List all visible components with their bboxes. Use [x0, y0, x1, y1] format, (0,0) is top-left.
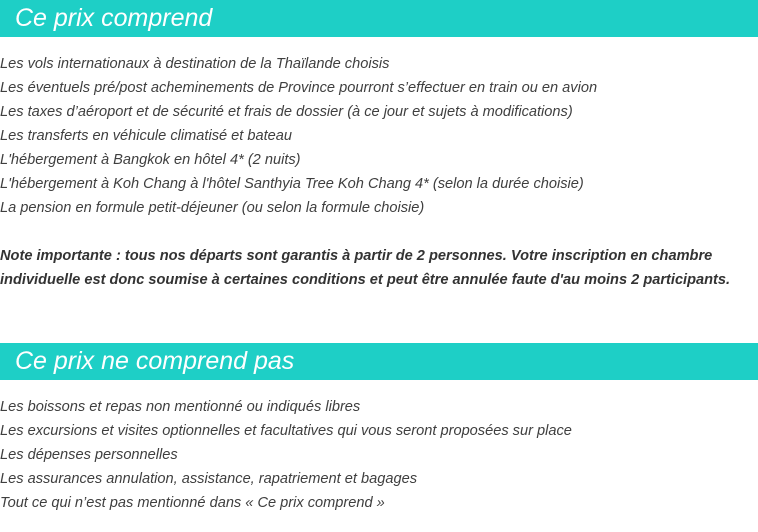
excluded-section-header [0, 343, 758, 380]
list-item: Les dépenses personnelles [0, 447, 178, 463]
included-section-header [0, 0, 758, 37]
included-list [0, 52, 597, 220]
list-item: La pension en formule petit-déjeuner (ou selon la formule choisie) [0, 200, 425, 216]
excluded-list [0, 395, 572, 515]
list-item: Les vols internationaux à destination de la Thaïlande choisis [0, 56, 390, 72]
list-item: Les assurances annulation, assistance, rapatriement et bagages [0, 471, 417, 487]
included-section-title: Ce prix comprend [15, 4, 213, 32]
list-item: Les taxes d’aéroport et de sécurité et frais de dossier (à ce jour et sujets à modifications) [0, 104, 573, 120]
excluded-section-title: Ce prix ne comprend pas [15, 347, 295, 375]
list-item: L'hébergement à Koh Chang à l'hôtel Santhyia Tree Koh Chang 4* (selon la durée choisie) [0, 176, 584, 192]
list-item: Les transferts en véhicule climatisé et bateau [0, 128, 293, 144]
list-item: Tout ce qui n’est pas mentionné dans « Ce prix comprend » [0, 495, 385, 511]
list-item: L'hébergement à Bangkok en hôtel 4* (2 nuits) [0, 152, 301, 168]
list-item: Les excursions et visites optionnelles et facultatives qui vous seront proposées sur place [0, 423, 572, 439]
important-note: Note importante : tous nos départs sont garantis à partir de 2 personnes. Votre inscription en chambre individuelle est donc soumise à certaines conditions et peut être annulée faute d'au moins 2 participants. [0, 248, 731, 288]
list-item: Les boissons et repas non mentionné ou indiqués libres [0, 399, 361, 415]
list-item: Les éventuels pré/post acheminements de Province pourront s’effectuer en train ou en avion [0, 80, 598, 96]
